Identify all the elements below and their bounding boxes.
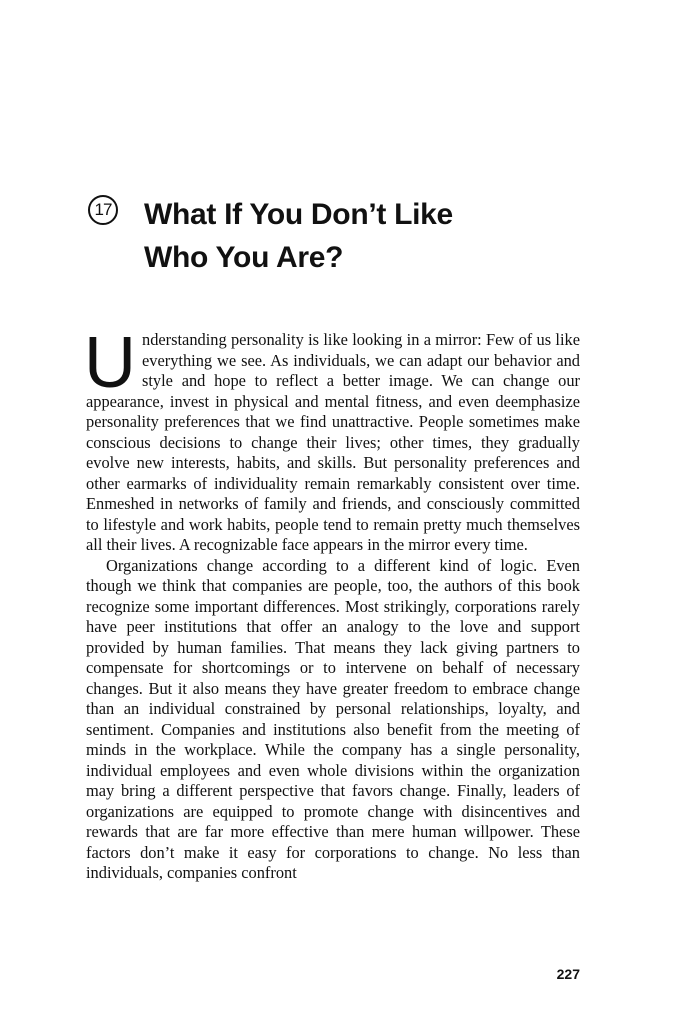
body-text (84, 323, 580, 884)
page-number: 227 (556, 966, 580, 982)
paragraph-2: Organizations change according to a different kind of logic. Even though we think that companies are people, too, the authors of this book recognize some important differences. Most strikingly, corporations rarely have peer institutions that offer an analogy to the love and support provided by human families. That means they lack giving partners to compensate for shortcomings or to intervene on behalf of necessary changes. But it also means they have greater freedom to embrace change than an individual constrained by personal relationships, loyalty, and sentiment. Companies and institutions also benefit from the meeting of minds in the workplace. While the company has a single personality, individual employees and even whole divisions within the organization may bring a different perspective that favors change. Finally, leaders of organizations are equipped to promote change with disincentives and rewards that are far more effective than mere human willpower. These factors don’t make it easy for corporations to change. No less than individuals, companies confront (86, 555, 580, 882)
drop-cap: U (84, 323, 136, 403)
paragraph-1 (84, 323, 580, 556)
paragraph-1-text: nderstanding personality is like looking in a mirror: Few of us like everything we see. As individuals, we can adapt our behavior and style and hope to reflect a better image. We can change our appearance, invest in physical and mental fitness, and even deemphasize personality preferences that we find unattractive. People sometimes make conscious decisions to change their lives; other times, they gradually evolve new interests, habits, and skills. But personality preferences and other earmarks of individuality remain remarkably consistent over time. Enmeshed in networks of family and friends, and consciously committed to lifestyle and work habits, people tend to remain pretty much themselves all their lives. A recognizable face appears in the mirror every time. (86, 330, 580, 554)
chapter-number-badge: 17 (88, 195, 118, 225)
chapter-title (144, 193, 584, 279)
chapter-title-line-2: Who You Are? (144, 241, 344, 274)
chapter-title-line-1: What If You Don’t Like (144, 198, 453, 231)
